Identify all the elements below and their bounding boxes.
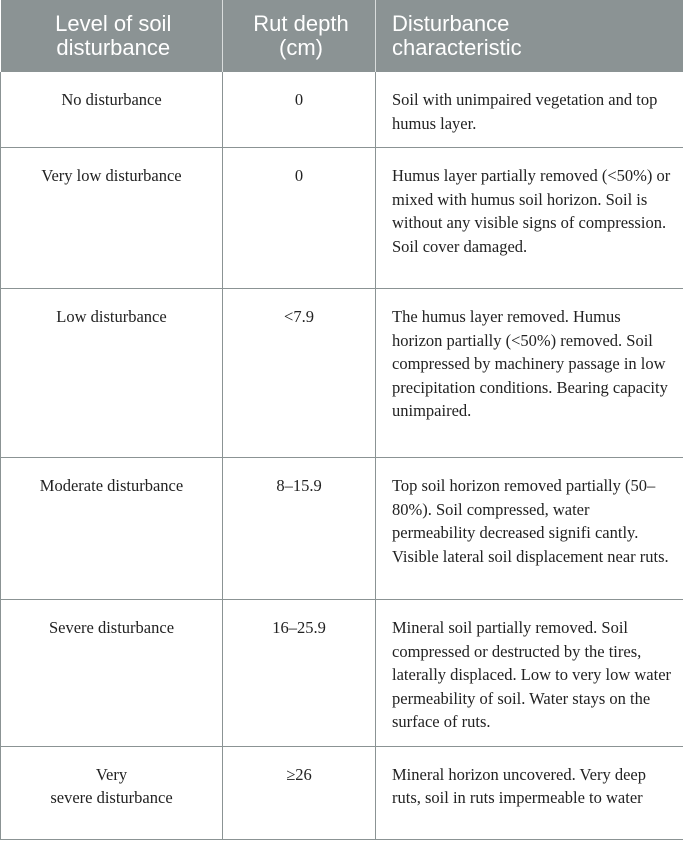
- rut-depth-cell: 8–15.9: [223, 458, 376, 600]
- header-characteristic: Disturbance characteristic: [376, 0, 683, 72]
- rut-depth-cell: 16–25.9: [223, 600, 376, 747]
- characteristic-cell: The humus layer removed. Humus horizon partially (<50%) removed. Soil compressed by machinery passage in low precipitation conditions. Bearing capacity unimpaired.: [376, 289, 683, 458]
- rut-depth-cell: ≥26: [223, 746, 376, 839]
- level-cell: No disturbance: [1, 72, 223, 148]
- rut-depth-cell: <7.9: [223, 289, 376, 458]
- header-rut-depth: Rut depth (cm): [223, 0, 376, 72]
- table-header: [1, 0, 683, 72]
- header-level: Level of soil disturbance: [1, 0, 223, 72]
- table-row: [1, 72, 683, 148]
- table-row: [1, 289, 683, 458]
- level-cell: Severe disturbance: [1, 600, 223, 747]
- header-row: [1, 0, 683, 72]
- characteristic-cell: Soil with unimpaired vegetation and top humus layer.: [376, 72, 683, 148]
- table-body: [1, 72, 683, 839]
- level-cell: Very low disturbance: [1, 148, 223, 289]
- table-row: [1, 600, 683, 747]
- level-cell: Low disturbance: [1, 289, 223, 458]
- characteristic-cell: Top soil horizon removed partially (50–80%). Soil compressed, water permeability decreased signifi cantly. Visible lateral soil displacement near ruts.: [376, 458, 683, 600]
- table-row: [1, 746, 683, 839]
- table-row: [1, 148, 683, 289]
- level-cell: Moderate disturbance: [1, 458, 223, 600]
- table-row: [1, 458, 683, 600]
- characteristic-cell: Mineral horizon uncovered. Very deep ruts, soil in ruts impermeable to water: [376, 746, 683, 839]
- characteristic-cell: Humus layer partially removed (<50%) or mixed with humus soil horizon. Soil is without any visible signs of compression. Soil cover damaged.: [376, 148, 683, 289]
- characteristic-cell: Mineral soil partially removed. Soil compressed or destructed by the tires, laterally displaced. Low to very low water permeability of soil. Water stays on the surface of ruts.: [376, 600, 683, 747]
- level-cell: Very severe disturbance: [1, 746, 223, 839]
- rut-depth-cell: 0: [223, 148, 376, 289]
- rut-depth-cell: 0: [223, 72, 376, 148]
